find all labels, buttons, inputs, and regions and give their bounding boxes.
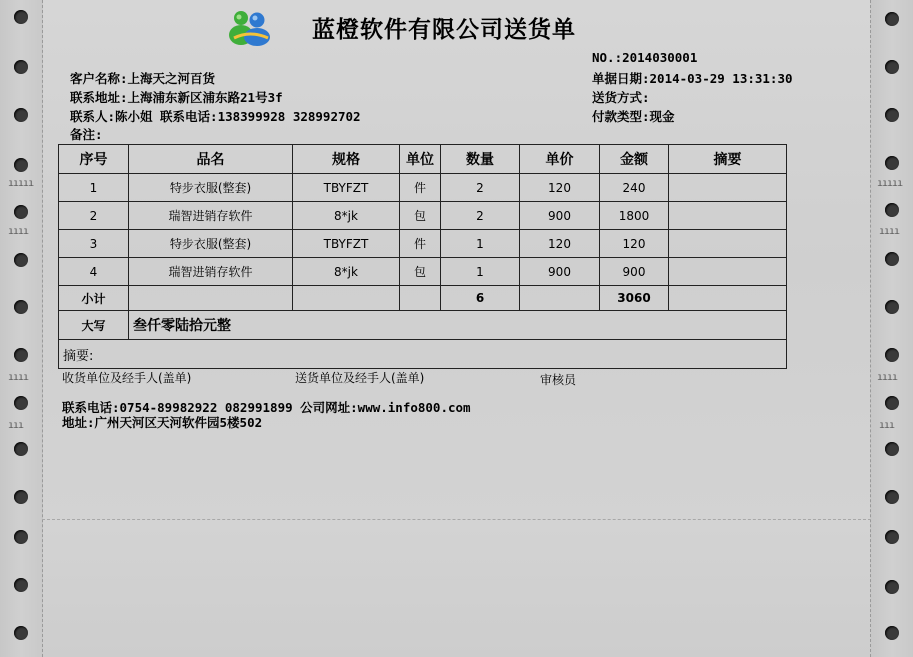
row-amount: 1800	[600, 202, 669, 230]
hole-icon	[14, 490, 28, 504]
hole-icon	[885, 156, 899, 170]
subtotal-qty: 6	[441, 286, 520, 311]
document-number: NO.:2014030001	[592, 50, 698, 65]
table-row	[59, 202, 787, 230]
tick-marks-icon: ııı	[879, 420, 895, 431]
left-tractor-strip	[0, 0, 43, 657]
hole-icon	[14, 10, 28, 24]
right-tractor-strip	[870, 0, 913, 657]
row-unit: 件	[400, 174, 441, 202]
subtotal-label: 小计	[59, 286, 129, 311]
row-name: 瑞智进销存软件	[129, 202, 293, 230]
hole-icon	[885, 396, 899, 410]
hole-icon	[14, 578, 28, 592]
hole-icon	[14, 396, 28, 410]
hole-icon	[885, 530, 899, 544]
column-header: 序号	[59, 145, 129, 174]
table-row	[59, 230, 787, 258]
row-price: 120	[520, 174, 600, 202]
row-qty: 1	[441, 258, 520, 286]
column-header: 数量	[441, 145, 520, 174]
hole-icon	[14, 626, 28, 640]
payment-type: 付款类型:现金	[592, 109, 675, 124]
row-note	[669, 202, 787, 230]
receiver-signature: 收货单位及经手人(盖单)	[62, 371, 192, 385]
memo-row	[59, 340, 787, 369]
remark-label: 备注:	[70, 127, 103, 142]
column-header: 单价	[520, 145, 600, 174]
table-row	[59, 258, 787, 286]
row-spec: TBYFZT	[293, 174, 400, 202]
footer-phone: 联系电话:0754-89982922 082991899 公司网址:www.info800.com	[62, 400, 471, 415]
customer-name: 客户名称:上海天之河百货	[70, 71, 216, 86]
auditor-signature: 审核员	[540, 373, 577, 387]
row-name: 特步衣服(整套)	[129, 230, 293, 258]
upper-label: 大写	[59, 311, 129, 340]
msn-people-icon	[228, 8, 272, 46]
hole-icon	[14, 348, 28, 362]
row-no: 2	[59, 202, 129, 230]
hole-icon	[885, 12, 899, 26]
row-unit: 件	[400, 230, 441, 258]
row-price: 900	[520, 258, 600, 286]
delivery-method: 送货方式:	[592, 90, 650, 105]
tick-marks-icon: ıııı	[877, 372, 898, 383]
hole-icon	[14, 108, 28, 122]
hole-icon	[14, 205, 28, 219]
hole-icon	[14, 158, 28, 172]
row-note	[669, 258, 787, 286]
tick-marks-icon: ıııı	[8, 226, 29, 237]
subtotal-amount: 3060	[600, 286, 669, 311]
row-unit: 包	[400, 202, 441, 230]
tick-marks-icon: ıııı	[8, 372, 29, 383]
hole-icon	[14, 530, 28, 544]
row-qty: 2	[441, 202, 520, 230]
hole-icon	[885, 60, 899, 74]
row-spec: 8*jk	[293, 202, 400, 230]
perforation-line	[42, 519, 871, 521]
memo-label: 摘要:	[59, 340, 787, 369]
row-note	[669, 174, 787, 202]
document-date: 单据日期:2014-03-29 13:31:30	[592, 71, 793, 86]
upper-amount-row	[59, 311, 787, 340]
tick-marks-icon: ııııı	[8, 178, 34, 189]
row-spec: 8*jk	[293, 258, 400, 286]
hole-icon	[14, 60, 28, 74]
table-header-row	[59, 145, 787, 174]
hole-icon	[885, 108, 899, 122]
row-no: 1	[59, 174, 129, 202]
contact-address: 联系地址:上海浦东新区浦东路21号3f	[70, 90, 283, 105]
page-title: 蓝橙软件有限公司送货单	[312, 16, 576, 43]
hole-icon	[14, 442, 28, 456]
row-name: 特步衣服(整套)	[129, 174, 293, 202]
hole-icon	[885, 203, 899, 217]
row-name: 瑞智进销存软件	[129, 258, 293, 286]
column-header: 金额	[600, 145, 669, 174]
hole-icon	[885, 442, 899, 456]
hole-icon	[14, 253, 28, 267]
row-no: 3	[59, 230, 129, 258]
sender-signature: 送货单位及经手人(盖单)	[295, 371, 425, 385]
hole-icon	[885, 626, 899, 640]
row-price: 120	[520, 230, 600, 258]
delivery-table	[58, 144, 787, 369]
tick-marks-icon: ııııı	[877, 178, 903, 189]
hole-icon	[885, 300, 899, 314]
row-note	[669, 230, 787, 258]
row-amount: 120	[600, 230, 669, 258]
row-unit: 包	[400, 258, 441, 286]
row-spec: TBYFZT	[293, 230, 400, 258]
column-header: 品名	[129, 145, 293, 174]
row-no: 4	[59, 258, 129, 286]
hole-icon	[14, 300, 28, 314]
row-amount: 900	[600, 258, 669, 286]
table-row	[59, 174, 787, 202]
hole-icon	[885, 580, 899, 594]
footer-address: 地址:广州天河区天河软件园5楼502	[62, 415, 263, 430]
hole-icon	[885, 348, 899, 362]
tick-marks-icon: ııı	[8, 420, 24, 431]
tick-marks-icon: ıııı	[879, 226, 900, 237]
column-header: 单位	[400, 145, 441, 174]
subtotal-row	[59, 286, 787, 311]
row-price: 900	[520, 202, 600, 230]
row-amount: 240	[600, 174, 669, 202]
contact-person: 联系人:陈小姐 联系电话:138399928 328992702	[70, 109, 361, 124]
column-header: 摘要	[669, 145, 787, 174]
hole-icon	[885, 252, 899, 266]
row-qty: 1	[441, 230, 520, 258]
upper-value: 叁仟零陆拾元整	[129, 311, 787, 340]
row-qty: 2	[441, 174, 520, 202]
hole-icon	[885, 490, 899, 504]
column-header: 规格	[293, 145, 400, 174]
